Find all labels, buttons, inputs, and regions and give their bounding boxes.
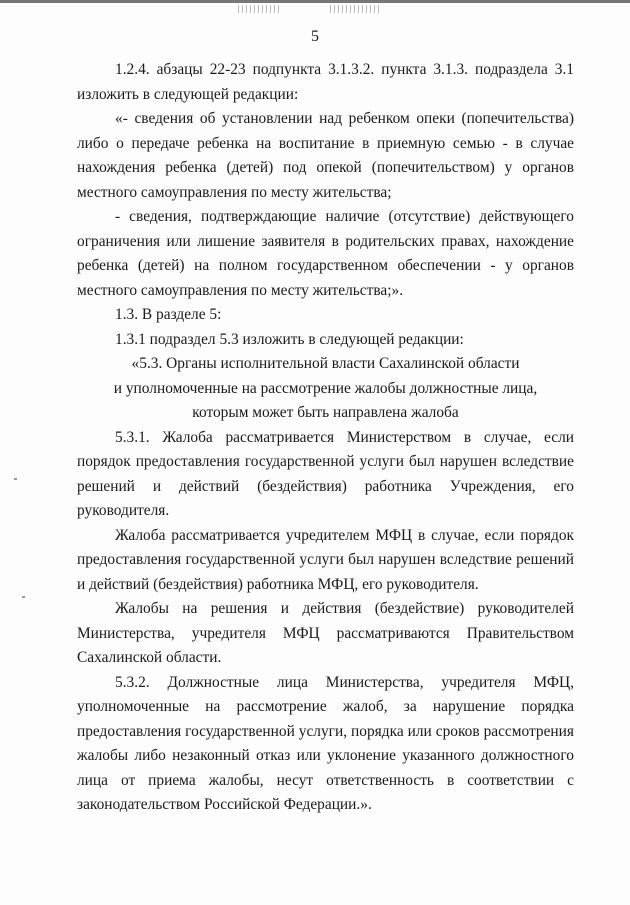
page-number: 5 [311, 28, 319, 45]
document-body [77, 58, 574, 818]
paragraph: Жалоба рассматривается учредителем МФЦ в случае, если порядок предоставления государственной услуги был нарушен вследствие решений и действий (бездействия) работника МФЦ, его руководителя. [77, 526, 574, 593]
scan-noise [238, 5, 282, 13]
paragraph: 1.3.1 подраздел 5.3 изложить в следующей редакции: [115, 330, 464, 348]
scan-noise [14, 478, 17, 480]
scan-noise [22, 596, 25, 598]
paragraph: - сведения, подтверждающие наличие (отсутствие) действующего ограничения или лишение заявителя в родительских правах, нахождение ребенка (детей) на полном государственном обеспечении - у органов местного самоуправления по месту жительства;». [77, 208, 574, 299]
paragraph: 5.3.2. Должностные лица Министерства, учредителя МФЦ, уполномоченные на рассмотрение жалоб, за нарушение порядка предоставления государственной услуги, порядка или сроков рассмотрения жалобы либо незаконный отказ или уклонение указанного должностного лица от приема жалобы, несут ответственность в соответствии с законодательством Российской Федерации.». [77, 673, 574, 813]
section-heading-line: и уполномоченные на рассмотрение жалобы должностные лица, [113, 379, 538, 397]
scan-noise [330, 5, 380, 13]
paragraph: 1.2.4. абзацы 22-23 подпункта 3.1.3.2. пункта 3.1.3. подраздела 3.1 изложить в следующей редакции: [77, 61, 574, 103]
section-heading-line: которым может быть направлена жалоба [192, 404, 459, 421]
paragraph: 1.3. В разделе 5: [115, 306, 222, 323]
section-heading-line: «5.3. Органы исполнительной власти Сахалинской области [131, 355, 520, 372]
paragraph: 5.3.1. Жалоба рассматривается Министерством в случае, если порядок предоставления государственной услуги был нарушен вследствие решений и действий (бездействия) работника Учреждения, его руководителя. [77, 428, 574, 519]
paragraph: «- сведения об установлении над ребенком опеки (попечительства) либо о передаче ребенка на воспитание в приемную семью - в случае нахождения ребенка (детей) под опекой (попечительством) у органов местного самоуправления по месту жительства; [77, 110, 574, 201]
paragraph: Жалобы на решения и действия (бездействие) руководителей Министерства, учредителя МФЦ рассматриваются Правительством Сахалинской области. [77, 600, 574, 666]
scan-edge [0, 0, 630, 3]
